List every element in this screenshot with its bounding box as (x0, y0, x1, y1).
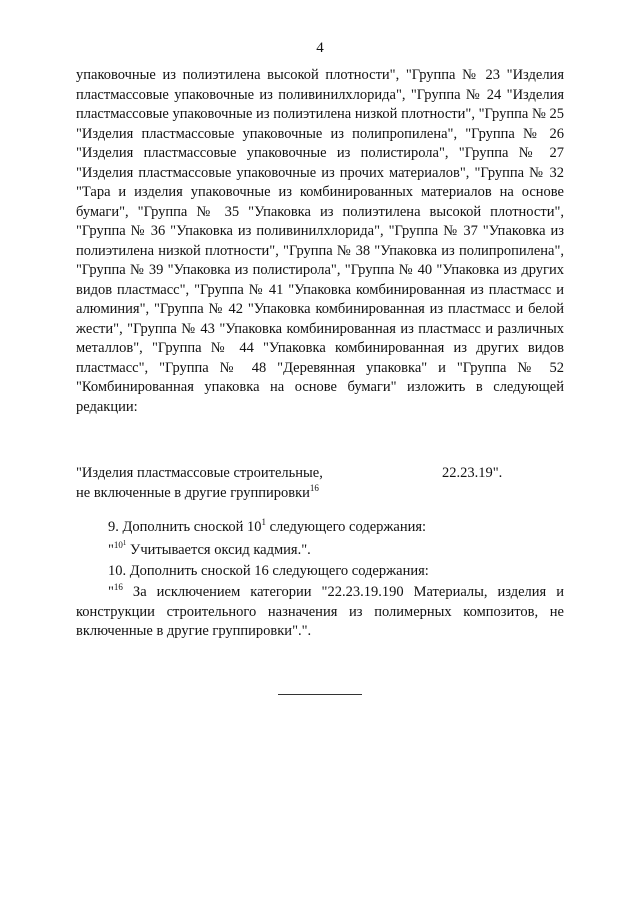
footnote-16-open-quote: " (108, 584, 114, 600)
category-insert (76, 464, 564, 503)
footnote-ref-16: 16 (309, 482, 319, 493)
footnote-10-open-quote: " (108, 542, 114, 558)
category-name-line2-text: не включенные в другие группировки (76, 484, 310, 501)
item-9-text-before: 9. Дополнить сноской 10 (108, 519, 262, 535)
footnote-16-text (76, 583, 564, 642)
category-name-line1: "Изделия пластмассовые строительные, (76, 465, 323, 481)
category-name-line2 (76, 484, 564, 504)
footnote-10-body: Учитывается оксид кадмия.". (126, 542, 311, 558)
footnote-10-marker-number: 10 (113, 540, 123, 550)
separator-line (278, 694, 362, 695)
footnote-10-text (76, 541, 564, 561)
category-code: 22.23.19". (442, 465, 503, 481)
footnote-16-body: За исключением категории "22.23.19.190 Материалы, изделия и конструкции строительного назначения из полимерных композитов, не включенные в другие группировки".". (76, 584, 564, 639)
main-paragraph: упаковочные из полиэтилена высокой плотности", "Группа № 23 "Изделия пластмассовые упаковочные из поливинилхлорида", "Группа № 24 "Изделия пластмассовые упаковочные из полиэтилена низкой плотности", "Группа № 25 "Изделия пластмассовые упаковочные из полипропилена", "Группа № 26 "Изделия пластмассовые упаковочные из полистирола", "Группа № 27 "Изделия пластмассовые упаковочные из прочих материалов", "Группа № 32 "Тара и изделия упаковочные из комбинированных материалов на основе бумаги", "Группа № 35 "Упаковка из полиэтилена высокой плотности", "Группа № 36 "Упаковка из поливинилхлорида", "Группа № 37 "Упаковка из полиэтилена низкой плотности", "Группа № 38 "Упаковка из полипропилена", "Группа № 39 "Упаковка из полистирола", "Группа № 40 "Упаковка из других видов пластмасс", "Группа № 41 "Упаковка комбинированная из пластмасс и алюминия", "Группа № 42 "Упаковка комбинированная из пластмасс и белой жести", "Группа № 43 "Упаковка комбинированная из пластмасс и различных металлов", "Группа № 44 "Упаковка комбинированная из других видов пластмасс", "Группа № 48 "Деревянная упаковка" и "Группа № 52 "Комбинированная упаковка на основе бумаги" изложить в следующей редакции: (76, 67, 564, 415)
item-10: 10. Дополнить сноской 16 следующего содержания: (108, 563, 429, 579)
footnote-10-marker-sup: 1 (122, 539, 127, 547)
page-number: 4 (316, 40, 324, 56)
item-9-sup: 1 (261, 517, 266, 527)
footnote-16-marker: 16 (113, 582, 123, 592)
item-9 (76, 518, 564, 538)
item-9-text-after: следующего содержания: (265, 519, 427, 535)
footnote-10-marker (114, 540, 127, 550)
